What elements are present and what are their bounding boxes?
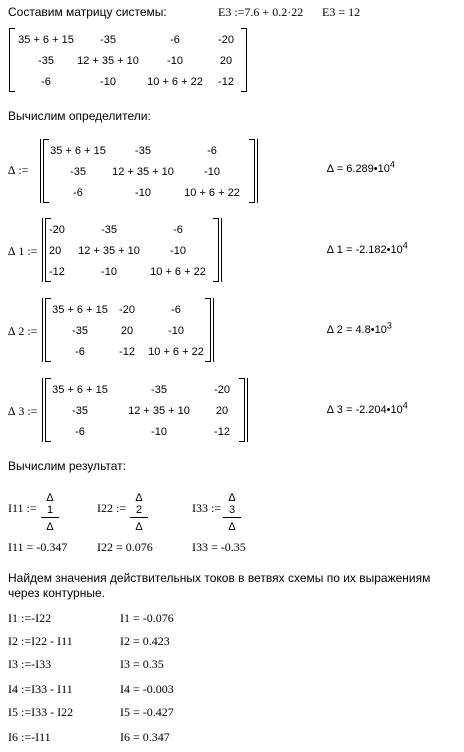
i6-result: I6 = 0.347 — [120, 730, 170, 744]
matrix-cell: -20 — [218, 33, 234, 46]
paragraph-line-1: Найдем значения действительных токов в ветвях схемы по их выражениям — [8, 571, 431, 585]
matrix-cell: 20 — [215, 404, 229, 417]
matrix-cell: 35 + 6 + 15 — [52, 303, 108, 316]
i22-result: I22 = 0.076 — [97, 540, 153, 554]
matrix-cell: -20 — [119, 303, 135, 316]
matrix-cell: -10 — [100, 75, 116, 88]
matrix-cell: 10 + 6 + 22 — [147, 75, 203, 88]
delta3-label: ∆ 3 := — [8, 404, 38, 418]
i11-fraction — [41, 492, 59, 533]
system-matrix — [9, 28, 247, 92]
matrix-cell: 12 + 35 + 10 — [112, 165, 174, 178]
matrix-cell: 12 + 35 + 10 — [78, 244, 140, 257]
i4-definition: I4 :=I33 - I11 — [8, 682, 73, 696]
matrix-cell: -10 — [167, 54, 183, 67]
i33-definition-label: I33 := — [192, 501, 222, 515]
matrix-cell: -35 — [72, 324, 88, 337]
fraction-numerator: ∆ 3 — [223, 492, 241, 518]
matrix-cell: 12 + 35 + 10 — [77, 54, 139, 67]
matrix-cell: -10 — [151, 425, 167, 438]
heading-compose-matrix: Составим матрицу системы: — [8, 5, 167, 19]
matrix-cell: -35 — [151, 383, 167, 396]
i22-fraction — [130, 492, 148, 533]
matrix-cell: -10 — [101, 265, 117, 278]
matrix-cell: 12 + 35 + 10 — [128, 404, 190, 417]
fraction-numerator: ∆ 2 — [130, 492, 148, 518]
i4-result: I4 = -0.003 — [120, 682, 174, 696]
matrix-cell: -35 — [38, 54, 54, 67]
i5-definition: I5 :=I33 - I22 — [8, 705, 74, 719]
i33-fraction — [223, 492, 241, 533]
heading-result: Вычислим результат: — [8, 459, 126, 473]
matrix-cell: -6 — [207, 144, 217, 157]
delta2-matrix — [45, 298, 211, 362]
delta1-result: ∆ $1 = -2.182•10^4$ — [327, 240, 408, 256]
matrix-cell: -12 — [49, 265, 65, 278]
matrix-cell: -10 — [135, 186, 151, 199]
matrix-cell: -6 — [171, 303, 181, 316]
matrix-cell: -6 — [41, 75, 51, 88]
i1-result: I1 = -0.076 — [120, 611, 174, 625]
matrix-cell: 35 + 6 + 15 — [52, 383, 108, 396]
i3-definition: I3 :=-I33 — [8, 657, 52, 671]
matrix-cell: 35 + 6 + 15 — [50, 144, 106, 157]
matrix-cell: -12 — [119, 345, 135, 358]
matrix-cell: 10 + 6 + 22 — [150, 265, 206, 278]
i2-definition: I2 :=I22 - I11 — [8, 634, 73, 648]
fraction-denominator: ∆ — [46, 521, 54, 533]
delta2-label: ∆ 2 := — [8, 324, 38, 338]
delta1-matrix — [45, 218, 219, 282]
delta-matrix — [43, 139, 255, 203]
i3-result: I3 = 0.35 — [120, 657, 164, 671]
paragraph-line-2: через контурные. — [8, 586, 105, 600]
matrix-cell: -6 — [73, 186, 83, 199]
delta2-result: ∆ $2 = 4.8•10^3$ — [327, 320, 392, 336]
i33-result: I33 = -0.35 — [192, 540, 246, 554]
matrix-cell: -6 — [173, 223, 183, 236]
i22-definition-label: I22 := — [97, 501, 127, 515]
matrix-cell: -6 — [75, 345, 85, 358]
e3-result: E3 = 12 — [322, 5, 361, 19]
heading-determinants: Вычислим определители: — [8, 109, 151, 123]
fraction-numerator: ∆ 1 — [41, 492, 59, 518]
matrix-cell: -10 — [168, 324, 184, 337]
i11-result: I11 = -0.347 — [8, 540, 68, 554]
matrix-cell: -35 — [72, 404, 88, 417]
i11-definition-label: I11 := — [8, 501, 37, 515]
matrix-cell: -35 — [70, 165, 86, 178]
delta3-matrix — [45, 378, 245, 442]
matrix-cell: -20 — [49, 223, 65, 236]
e3-definition: E3 :=7.6 + 0.2·22 — [218, 5, 304, 19]
matrix-cell: -35 — [100, 33, 116, 46]
matrix-cell: -12 — [214, 425, 230, 438]
delta1-label: ∆ 1 := — [8, 244, 38, 258]
matrix-cell: -6 — [75, 425, 85, 438]
i2-result: I2 = 0.423 — [120, 634, 170, 648]
matrix-cell: -10 — [204, 165, 220, 178]
delta-result: ∆ = $6.289•10^4$ — [327, 159, 395, 175]
matrix-cell: 20 — [120, 324, 134, 337]
matrix-cell: -35 — [101, 223, 117, 236]
matrix-cell: 35 + 6 + 15 — [18, 33, 74, 46]
matrix-cell: -12 — [218, 75, 234, 88]
matrix-cell: 10 + 6 + 22 — [148, 345, 204, 358]
fraction-denominator: ∆ — [135, 521, 143, 533]
matrix-cell: 20 — [49, 244, 62, 257]
matrix-cell: -20 — [214, 383, 230, 396]
matrix-cell: 20 — [219, 54, 233, 67]
matrix-cell: 10 + 6 + 22 — [184, 186, 240, 199]
matrix-cell: -6 — [170, 33, 180, 46]
i6-definition: I6 :=-I11 — [8, 730, 51, 744]
i5-result: I5 = -0.427 — [120, 705, 174, 719]
matrix-cell: -35 — [135, 144, 151, 157]
matrix-cell: -10 — [170, 244, 186, 257]
fraction-denominator: ∆ — [228, 521, 236, 533]
delta-label: ∆ := — [8, 163, 29, 177]
i1-definition: I1 :=-I22 — [8, 611, 52, 625]
delta3-result: ∆ $3 = -2.204•10^4$ — [327, 400, 408, 416]
